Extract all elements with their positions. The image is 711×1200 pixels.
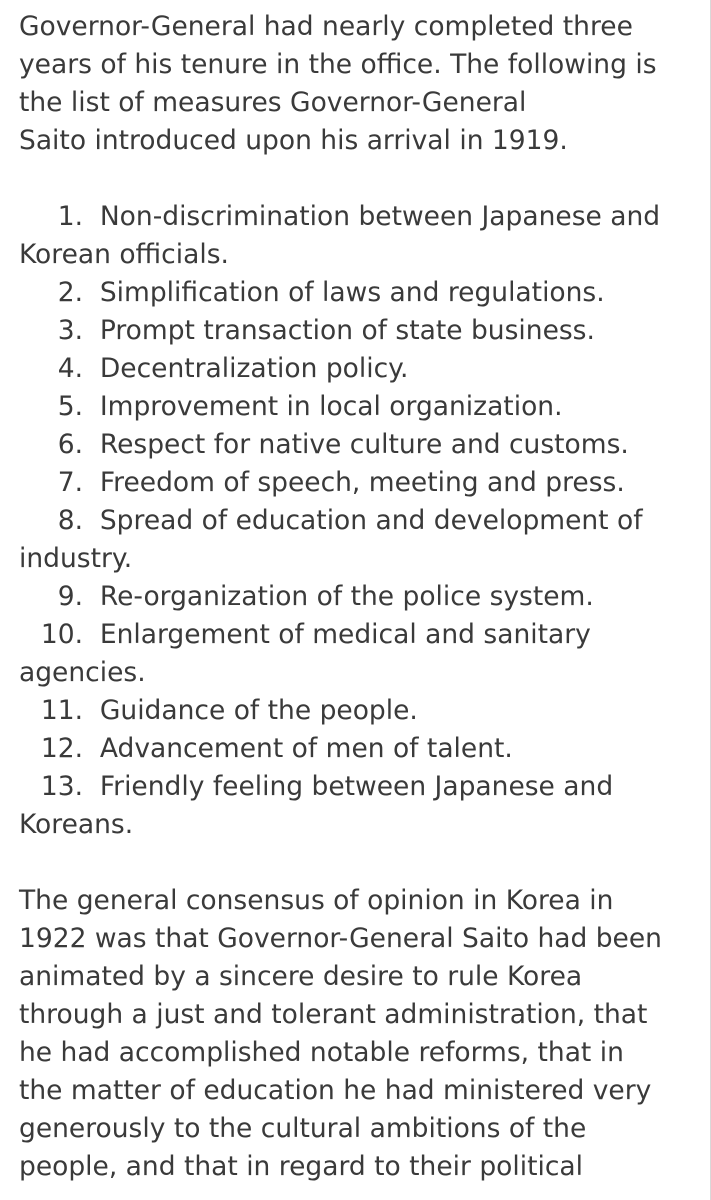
item-number: 8. [57,505,83,536]
item-number: 11. [40,695,83,726]
item-continuation: agencies. [19,657,146,688]
item-text: Prompt transaction of state business. [99,315,595,346]
intro-paragraph [19,8,704,160]
item-number: 10. [40,619,83,650]
intro-line: the list of measures Governor-General [19,87,527,118]
item-continuation: Koreans. [19,809,134,840]
list-item [19,692,704,730]
list-item [19,502,704,578]
intro-line: Governor-General had nearly completed three [19,11,633,42]
list-item [19,464,704,502]
item-text: Respect for native culture and customs. [99,429,629,460]
item-text: Freedom of speech, meeting and press. [99,467,625,498]
closing-paragraph [19,882,704,1186]
measures-list [19,198,704,844]
list-item [19,350,704,388]
item-number: 6. [57,429,83,460]
item-number: 5. [57,391,83,422]
item-text: Re-organization of the police system. [99,581,594,612]
item-text: Simplification of laws and regulations. [99,277,605,308]
item-number: 3. [57,315,83,346]
item-number: 12. [40,733,83,764]
item-text: Decentralization policy. [99,353,409,384]
list-item [19,388,704,426]
item-number: 7. [57,467,83,498]
list-item [19,312,704,350]
list-item [19,198,704,274]
item-text: Friendly feeling between Japanese and [99,771,614,802]
item-text: Guidance of the people. [99,695,418,726]
closing-line: through a just and tolerant administration, that [19,999,648,1030]
item-number: 4. [57,353,83,384]
closing-line: he had accomplished notable reforms, that in [19,1037,624,1068]
item-number: 1. [57,201,83,232]
list-item [19,426,704,464]
list-item [19,768,704,844]
item-number: 2. [57,277,83,308]
item-number: 13. [40,771,83,802]
item-text: Advancement of men of talent. [99,733,513,764]
intro-line: years of his tenure in the office. The following is [19,49,657,80]
item-continuation: Korean officials. [19,239,229,270]
closing-line: 1922 was that Governor-General Saito had been [19,923,662,954]
item-text: Improvement in local organization. [99,391,563,422]
closing-line: people, and that in regard to their political [19,1151,584,1182]
item-continuation: industry. [19,543,133,574]
closing-line: animated by a sincere desire to rule Korea [19,961,583,992]
list-item [19,274,704,312]
item-text: Spread of education and development of [99,505,643,536]
closing-line: generously to the cultural ambitions of the [19,1113,587,1144]
item-text: Enlargement of medical and sanitary [99,619,591,650]
item-number: 9. [57,581,83,612]
list-item [19,730,704,768]
closing-line: the matter of education he had ministered very [19,1075,652,1106]
item-text: Non-discrimination between Japanese and [99,201,661,232]
document-page [19,8,704,1186]
list-item [19,616,704,692]
list-item [19,578,704,616]
closing-line: The general consensus of opinion in Korea in [19,885,614,916]
intro-line: Saito introduced upon his arrival in 1919. [19,125,568,156]
